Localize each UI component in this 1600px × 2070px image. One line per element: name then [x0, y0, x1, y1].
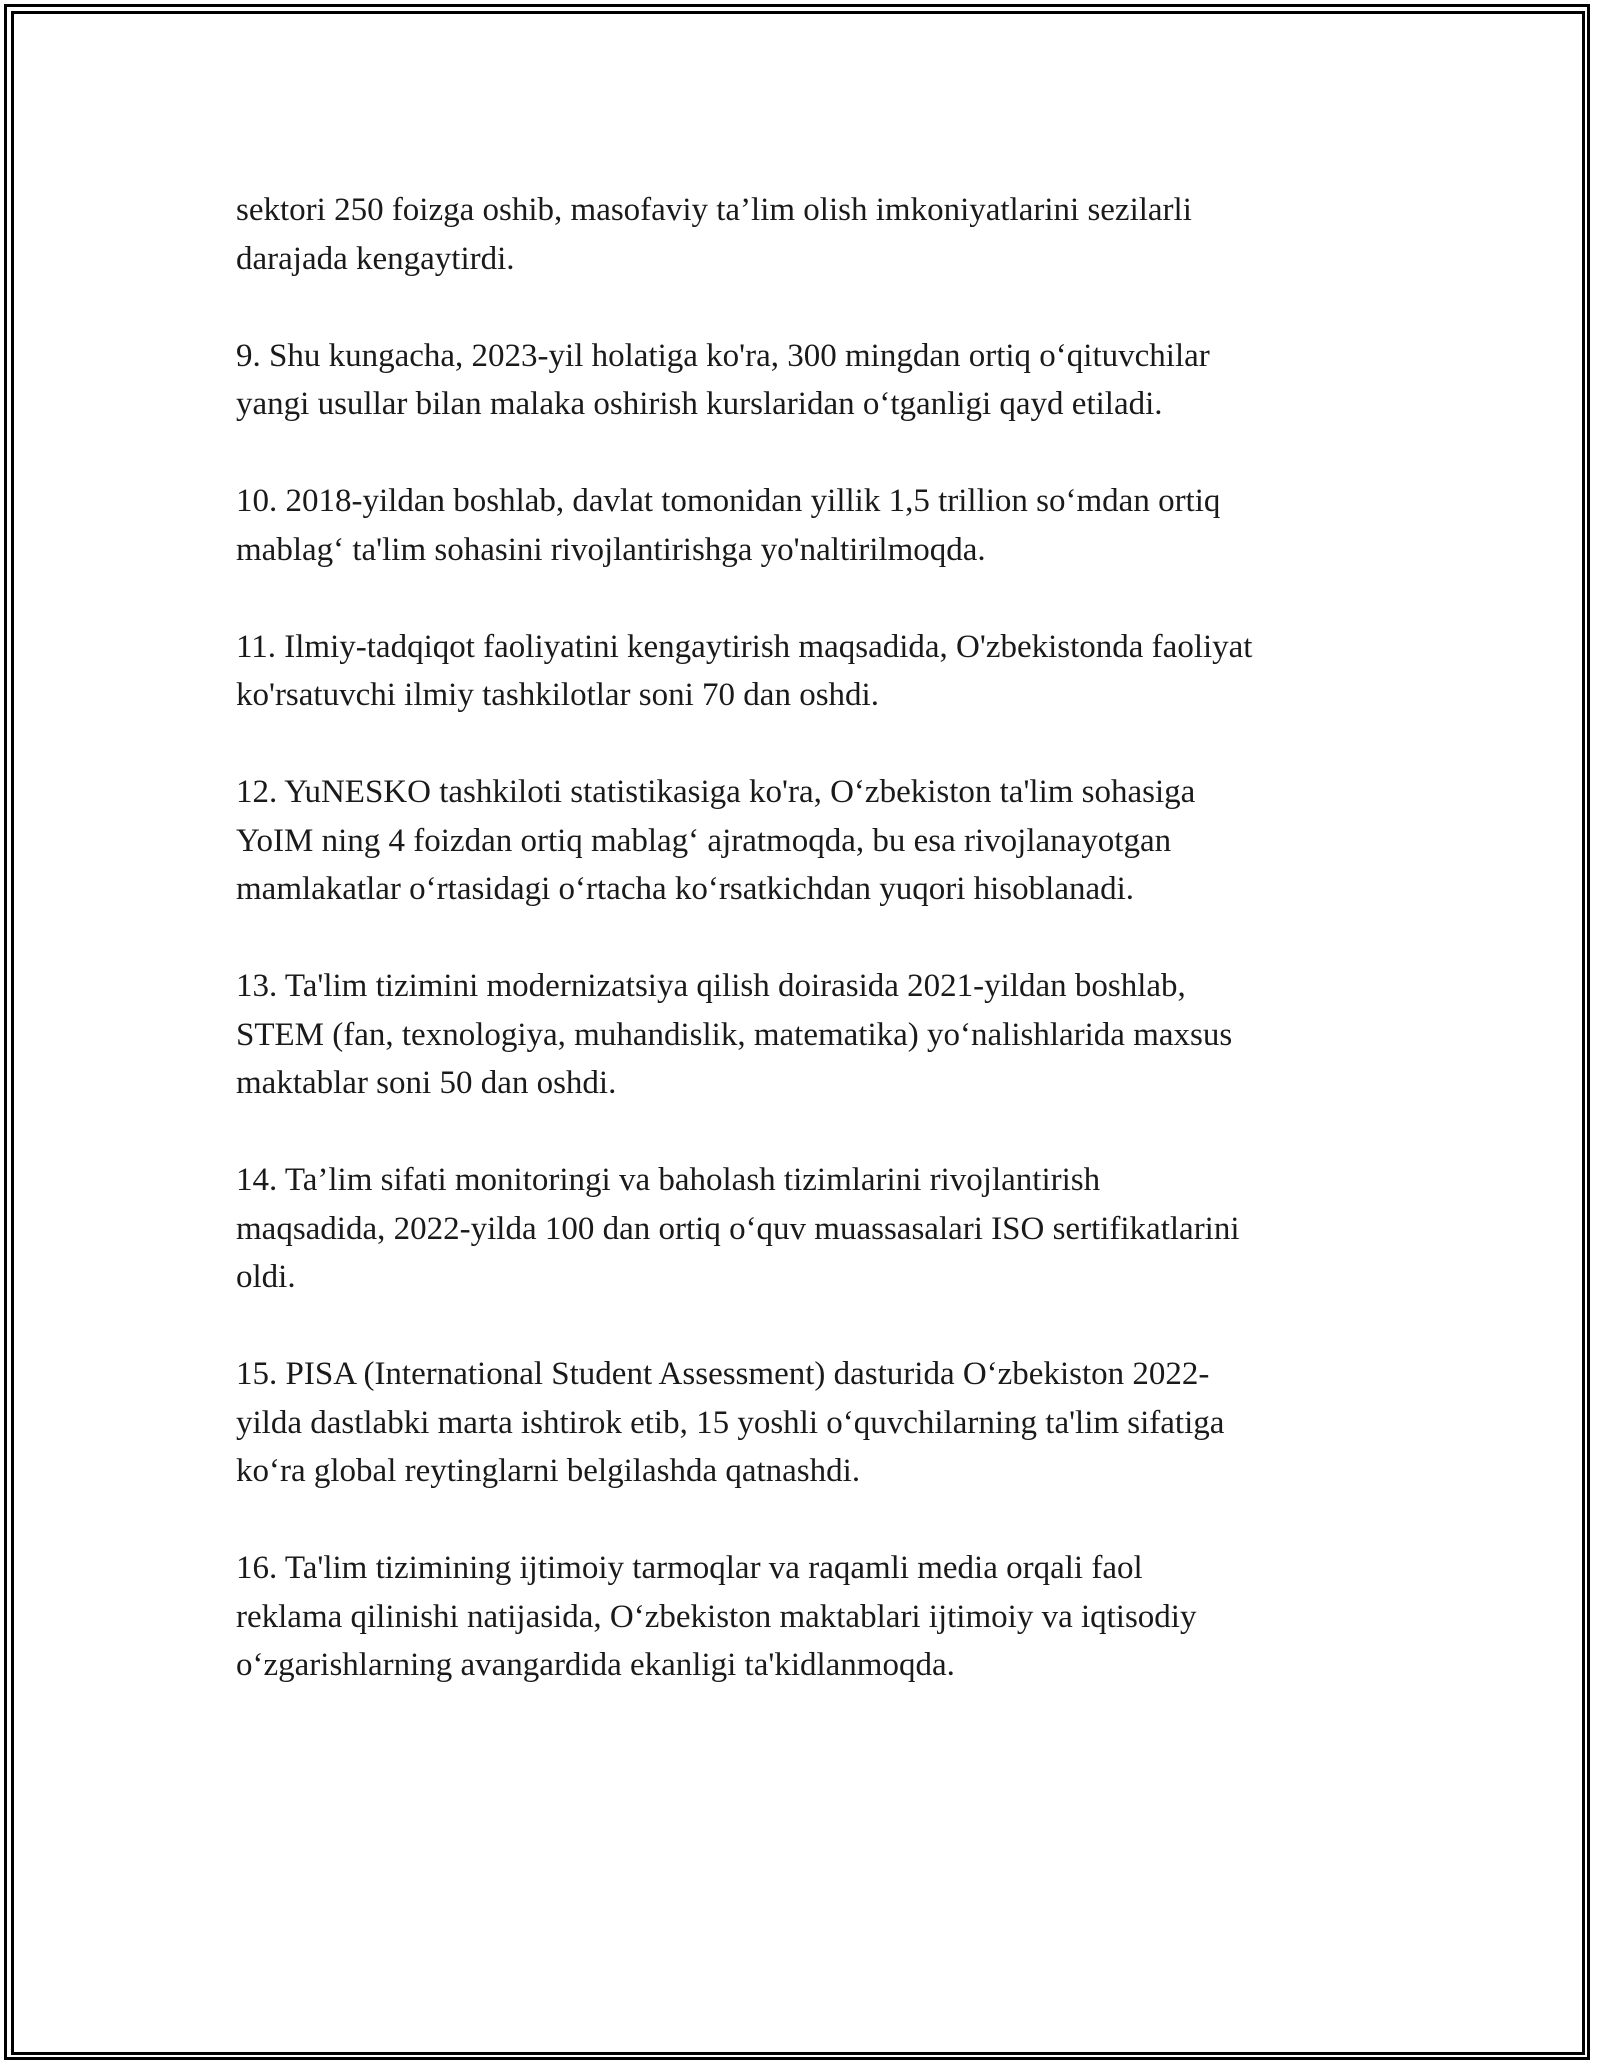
paragraph-item-10: 10. 2018-yildan boshlab, davlat tomonidan yillik 1,5 trillion so‘mdan ortiq mablag‘ ta'lim sohasini rivojlantirishga yo'naltirilmoqda.	[236, 483, 1221, 568]
paragraph-item-14: 14. Ta’lim sifati monitoringi va baholash tizimlarini rivojlantirish maqsadida, 2022-yilda 100 dan ortiq o‘quv muassasalari ISO sertifikatlarini oldi.	[236, 1162, 1240, 1295]
document-body	[236, 186, 1396, 1738]
paragraph-item-15: 15. PISA (International Student Assessment) dasturida O‘zbekiston 2022- yilda dastlabki marta ishtirok etib, 15 yoshli o‘quvchilarning ta'lim sifatiga ko‘ra global reytinglarni belgilashda qatnashdi.	[236, 1356, 1225, 1489]
paragraph-item-9: 9. Shu kungacha, 2023-yil holatiga ko'ra, 300 mingdan ortiq o‘qituvchilar yangi usullar bilan malaka oshirish kurslaridan o‘tganligi qayd etiladi.	[236, 337, 1210, 422]
paragraph-item-13: 13. Ta'lim tizimini modernizatsiya qilish doirasida 2021-yildan boshlab, STEM (fan, texnologiya, muhandislik, matematika) yo‘nalishlarida maxsus maktablar soni 50 dan oshdi.	[236, 968, 1233, 1101]
paragraph-continuation: sektori 250 foizga oshib, masofaviy ta’lim olish imkoniyatlarini sezilarli darajada kengaytirdi.	[236, 192, 1192, 277]
paragraph-item-11: 11. Ilmiy-tadqiqot faoliyatini kengaytirish maqsadida, O'zbekistonda faoliyat ko'rsatuvchi ilmiy tashkilotlar soni 70 dan oshdi.	[236, 628, 1253, 713]
paragraph-item-12: 12. YuNESKO tashkiloti statistikasiga ko'ra, O‘zbekiston ta'lim sohasiga YoIM ning 4 foizdan ortiq mablag‘ ajratmoqda, bu esa rivojlanayotgan mamlakatlar o‘rtasidagi o‘rtacha ko‘rsatkichdan yuqori hisoblanadi.	[236, 774, 1196, 907]
paragraph-item-16: 16. Ta'lim tizimining ijtimoiy tarmoqlar va raqamli media orqali faol reklama qilinishi natijasida, O‘zbekiston maktablari ijtimoiy va iqtisodiy o‘zgarishlarning avangardida ekanligi ta'kidlanmoqda.	[236, 1550, 1197, 1683]
